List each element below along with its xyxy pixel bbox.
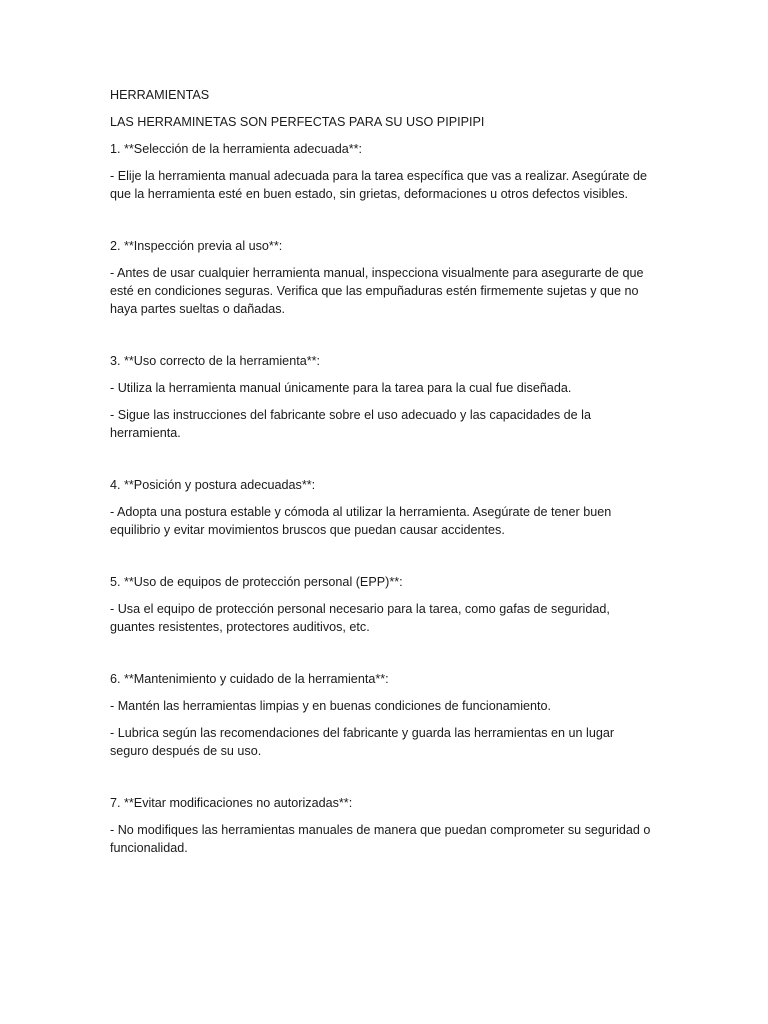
section-bullet: - Lubrica según las recomendaciones del fabricante y guarda las herramientas en un lugar seguro después de su uso. (110, 726, 615, 758)
section-3 (110, 352, 655, 442)
section-heading: 5. **Uso de equipos de protección personal (EPP)**: (110, 575, 403, 589)
document-subtitle: LAS HERRAMINETAS SON PERFECTAS PARA SU USO PIPIPIPI (110, 115, 485, 129)
section-bullet: - No modifiques las herramientas manuales de manera que puedan comprometer su seguridad o funcionalidad. (110, 823, 651, 855)
section-2 (110, 237, 655, 318)
section-5 (110, 573, 655, 636)
section-heading: 4. **Posición y postura adecuadas**: (110, 478, 316, 492)
section-heading: 6. **Mantenimiento y cuidado de la herramienta**: (110, 672, 389, 686)
section-bullet: - Usa el equipo de protección personal necesario para la tarea, como gafas de seguridad, guantes resistentes, protectores auditivos, etc. (110, 602, 610, 634)
section-1 (110, 140, 655, 203)
section-7 (110, 794, 655, 857)
section-bullet: - Utiliza la herramienta manual únicamente para la tarea para la cual fue diseñada. (110, 381, 572, 395)
section-heading: 3. **Uso correcto de la herramienta**: (110, 354, 320, 368)
section-bullet: - Mantén las herramientas limpias y en buenas condiciones de funcionamiento. (110, 699, 552, 713)
section-6 (110, 670, 655, 760)
section-heading: 1. **Selección de la herramienta adecuada**: (110, 142, 363, 156)
section-heading: 7. **Evitar modificaciones no autorizadas**: (110, 796, 353, 810)
document-title: HERRAMIENTAS (110, 88, 210, 102)
section-bullet: - Antes de usar cualquier herramienta manual, inspecciona visualmente para asegurarte de que esté en condiciones seguras. Verifica que las empuñaduras estén firmemente sujetas y que no haya partes sueltas o dañadas. (110, 266, 644, 316)
section-bullet: - Adopta una postura estable y cómoda al utilizar la herramienta. Asegúrate de tener buen equilibrio y evitar movimientos bruscos que puedan causar accidentes. (110, 505, 612, 537)
section-bullet: - Elije la herramienta manual adecuada para la tarea específica que vas a realizar. Asegúrate de que la herramienta esté en buen estado, sin grietas, deformaciones u otros defectos visibles. (110, 169, 647, 201)
section-heading: 2. **Inspección previa al uso**: (110, 239, 283, 253)
section-4 (110, 476, 655, 539)
document-body (110, 86, 655, 891)
section-bullet: - Sigue las instrucciones del fabricante sobre el uso adecuado y las capacidades de la herramienta. (110, 408, 591, 440)
